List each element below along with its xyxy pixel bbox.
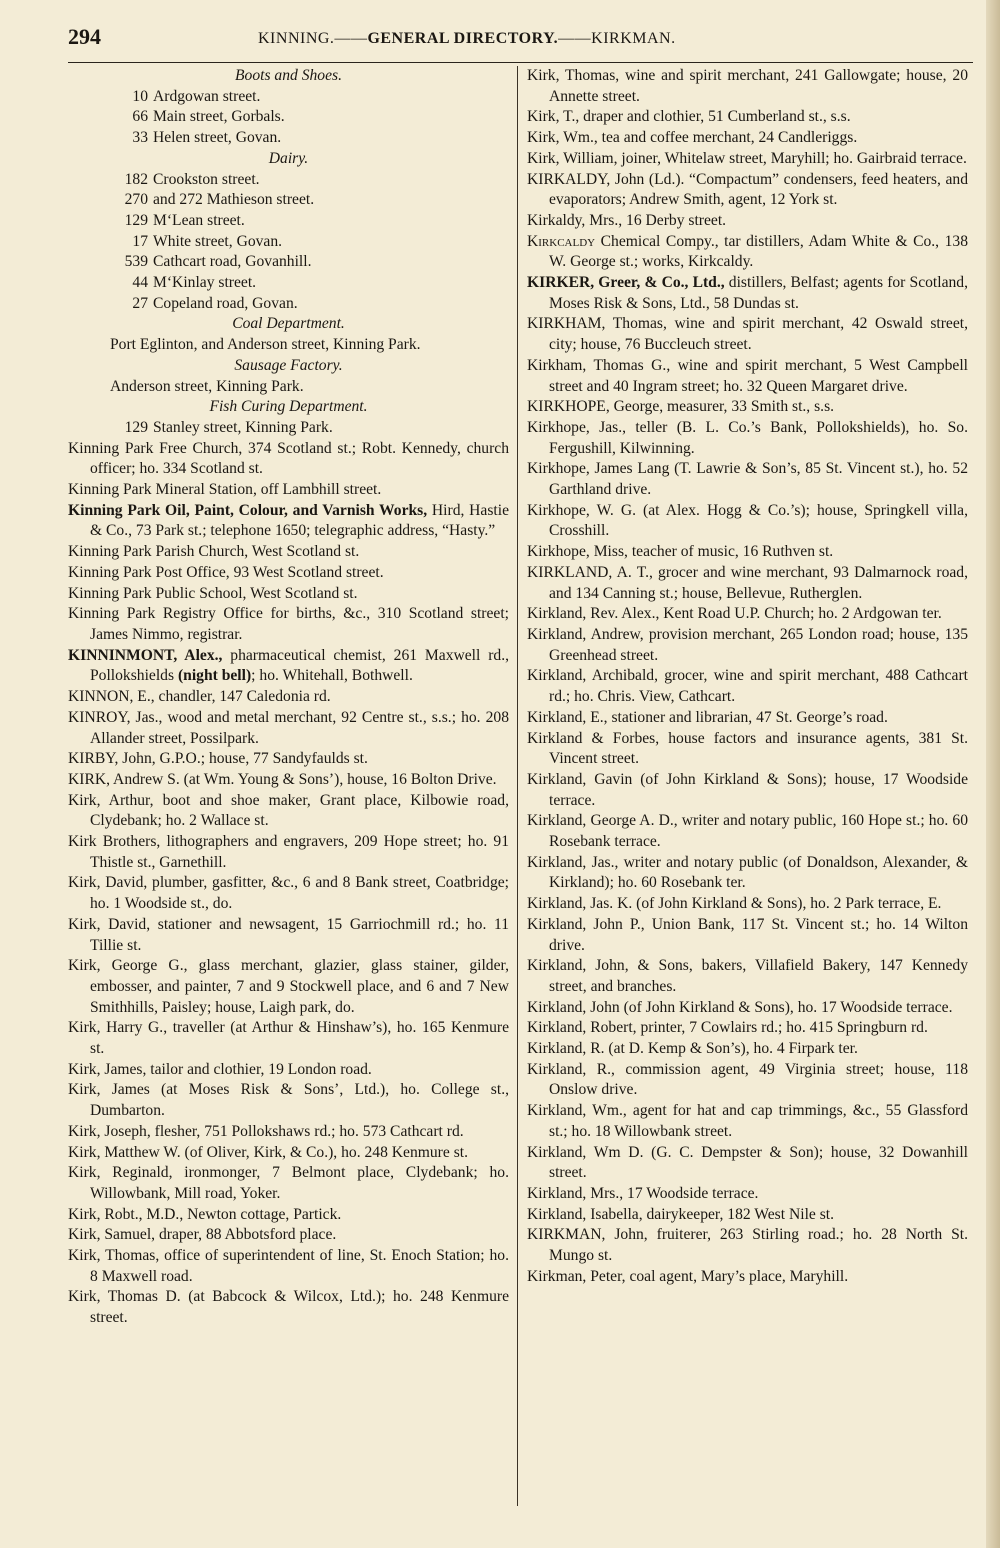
directory-entry: Kinning Park Public School, West Scotland st. xyxy=(68,584,358,602)
directory-entry: Kirkland, Jas., writer and notary public (of Donaldson, Alexander, & Kirkland); ho. 60 Rosebank ter. xyxy=(527,853,968,892)
directory-entry: Kirk, Samuel, draper, 88 Abbotsford place. xyxy=(68,1226,337,1244)
directory-entry: Kirk, James (at Moses Risk & Sons’, Ltd.), ho. College st., Dumbarton. xyxy=(68,1081,509,1120)
directory-entry: KIRBY, John, G.P.O.; house, 77 Sandyfaulds st. xyxy=(68,750,368,768)
street-number: 270 xyxy=(124,191,148,209)
running-head-center: GENERAL DIRECTORY. xyxy=(367,30,559,47)
directory-entry: Kirk, Harry G., traveller (at Arthur & Hinshaw’s), ho. 165 Kenmure st. xyxy=(68,1019,509,1058)
directory-entry: Kirk, Wm., tea and coffee merchant, 24 Candleriggs. xyxy=(527,129,858,147)
directory-entry: Kirkland, Gavin (of John Kirkland & Sons); house, 17 Woodside terrace. xyxy=(527,770,968,809)
street-name: Ardgowan street. xyxy=(153,87,261,105)
directory-entry: Kirk, Thomas, office of superintendent of line, St. Enoch Station; ho. 8 Maxwell road. xyxy=(68,1247,509,1285)
directory-entry: Kinning Park Post Office, 93 West Scotland street. xyxy=(68,563,384,581)
directory-entry: Kirk, Matthew W. (of Oliver, Kirk, & Co.), ho. 248 Kenmure st. xyxy=(68,1143,468,1161)
directory-entry xyxy=(68,646,509,687)
left-column xyxy=(68,66,509,1329)
entry-name-bold: Kinning Park Oil, Paint, Colour, and Varnish Works, xyxy=(68,501,428,519)
address-line: Anderson street, Kinning Park. xyxy=(110,377,304,395)
directory-entry: Kirkman, Peter, coal agent, Mary’s place, Maryhill. xyxy=(527,1267,849,1285)
address-line xyxy=(68,232,509,253)
street-number: 182 xyxy=(124,170,148,188)
directory-entry: KIRKHOPE, George, measurer, 33 Smith st., s.s. xyxy=(527,398,835,416)
page-number: 294 xyxy=(68,24,101,49)
directory-entry: Kirk, David, stationer and newsagent, 15 Garriochmill rd.; ho. 11 Tillie st. xyxy=(68,915,509,954)
address-line xyxy=(68,170,509,191)
directory-entry: Kirkaldy, Mrs., 16 Derby street. xyxy=(527,211,727,229)
directory-entry: Kirkland, Wm D. (G. C. Dempster & Son); house, 32 Dowanhill street. xyxy=(527,1143,968,1182)
entry-details: pharmaceutical chemist, 261 Maxwell rd., Pollokshields xyxy=(90,646,509,685)
directory-entry: Kirkhope, W. G. (at Alex. Hogg & Co.’s); house, Springkell villa, Crosshill. xyxy=(527,501,968,540)
address-line xyxy=(68,252,509,273)
running-head xyxy=(258,30,676,48)
directory-entry: KIRK, Andrew S. (at Wm. Young & Sons’), house, 16 Bolton Drive. xyxy=(68,770,497,788)
directory-entry: Kirk, James, tailor and clothier, 19 London road. xyxy=(68,1060,372,1078)
directory-entry: Kirkland, Robert, printer, 7 Cowlairs rd.; ho. 415 Springburn rd. xyxy=(527,1019,928,1037)
entry-details: distillers, Belfast; agents for Scotland, Moses Risk & Sons, Ltd., 58 Dundas st. xyxy=(549,274,968,312)
directory-entry: Kirkland, E., stationer and librarian, 47 St. George’s road. xyxy=(527,708,888,726)
street-name: Cathcart road, Govanhill. xyxy=(153,253,312,271)
entry-details: ; ho. Whitehall, Bothwell. xyxy=(251,667,413,685)
directory-entry: Kinning Park Free Church, 374 Scotland st.; Robt. Kennedy, church officer; ho. 334 Scotland st. xyxy=(68,439,509,478)
street-number: 129 xyxy=(124,211,148,229)
street-name: Crookston street. xyxy=(153,170,260,188)
street-name: Main street, Gorbals. xyxy=(153,108,285,126)
directory-entry: Kirk, Reginald, ironmonger, 7 Belmont place, Clydebank; ho. Willowbank, Mill road, Yoker. xyxy=(68,1164,509,1202)
directory-entry xyxy=(527,273,968,314)
directory-entry xyxy=(68,501,509,542)
night-bell-note: (night bell) xyxy=(177,667,252,685)
directory-entry: Kirk, Robt., M.D., Newton cottage, Partick. xyxy=(68,1205,342,1223)
directory-entry: Kirk, Thomas, wine and spirit merchant, 241 Gallowgate; house, 20 Annette street. xyxy=(527,67,968,105)
street-number: 27 xyxy=(132,294,148,312)
directory-entry: Kirkland & Forbes, house factors and insurance agents, 381 St. Vincent street. xyxy=(527,729,968,768)
directory-entry: KIRKHAM, Thomas, wine and spirit merchant, 42 Oswald street, city; house, 76 Buccleuch street. xyxy=(527,315,968,354)
directory-entry: Kinning Park Registry Office for births, &c., 310 Scotland street; James Nimmo, registrar. xyxy=(68,605,509,643)
street-name: Stanley street, Kinning Park. xyxy=(153,418,333,436)
directory-entry: Kirkland, Jas. K. (of John Kirkland & Sons), ho. 2 Park terrace, E. xyxy=(527,895,942,913)
entry-details: Chemical Compy., tar distillers, Adam White & Co., 138 W. George st.; works, Kirkcaldy. xyxy=(549,232,968,271)
section-heading: Fish Curing Department. xyxy=(209,398,368,416)
directory-entry: Kirk, David, plumber, gasfitter, &c., 6 and 8 Bank street, Coatbridge; ho. 1 Woodside st., do. xyxy=(68,874,509,913)
directory-entry: Kirkland, R., commission agent, 49 Virginia street; house, 118 Onslow drive. xyxy=(527,1060,968,1099)
street-number: 10 xyxy=(132,87,148,105)
directory-entry: KIRKMAN, John, fruiterer, 263 Stirling road.; ho. 28 North St. Mungo st. xyxy=(527,1226,968,1265)
section-heading: Boots and Shoes. xyxy=(235,67,342,84)
directory-entry: Kirkland, Archibald, grocer, wine and spirit merchant, 488 Cathcart rd.; ho. Chris. View, Cathcart. xyxy=(527,667,968,706)
street-number: 33 xyxy=(132,129,148,147)
address-line xyxy=(68,107,509,128)
directory-entry: Kirk Brothers, lithographers and engravers, 209 Hope street; ho. 91 Thistle st., Garnethill. xyxy=(68,833,509,871)
directory-entry: Kirkhope, James Lang (T. Lawrie & Son’s, 85 St. Vincent st.), ho. 52 Garthland drive. xyxy=(527,460,968,499)
directory-entry: Kinning Park Mineral Station, off Lambhill street. xyxy=(68,481,382,499)
address-line xyxy=(68,190,509,211)
street-name: White street, Govan. xyxy=(153,232,283,250)
street-name: M‘Kinlay street. xyxy=(153,274,257,292)
street-name: Helen street, Govan. xyxy=(153,129,282,147)
directory-entry: Kirkhope, Miss, teacher of music, 16 Ruthven st. xyxy=(527,543,834,561)
directory-entry: Kirkland, Mrs., 17 Woodside terrace. xyxy=(527,1184,759,1202)
section-heading: Dairy. xyxy=(268,149,309,167)
right-column xyxy=(527,66,968,1287)
entry-name-bold: KIRKER, Greer, & Co., Ltd., xyxy=(527,274,725,292)
entry-name-smallcaps: Kirkcaldy xyxy=(527,232,596,250)
directory-entry: Kirk, T., draper and clothier, 51 Cumberland st., s.s. xyxy=(527,108,851,126)
address-line xyxy=(68,418,509,439)
entry-details: Hird, Hastie & Co., 73 Park st.; telephone 1650; telegraphic address, “Hasty.” xyxy=(90,501,509,540)
directory-entry: KINROY, Jas., wood and metal merchant, 92 Centre st., s.s.; ho. 208 Allander street, Possilpark. xyxy=(68,708,509,747)
directory-entry: KIRKLAND, A. T., grocer and wine merchant, 93 Dalmarnock road, and 134 Canning st.; house, Bellevue, Rutherglen. xyxy=(527,563,968,602)
running-head-sep-2: —— xyxy=(558,30,592,47)
directory-entry: KINNON, E., chandler, 147 Caledonia rd. xyxy=(68,688,331,706)
address-line xyxy=(68,128,509,149)
entry-name-bold: KINNINMONT, Alex., xyxy=(68,646,223,664)
running-head-sep-1: —— xyxy=(334,30,368,47)
street-name: M‘Lean street. xyxy=(153,211,245,229)
address-line xyxy=(68,273,509,294)
directory-entry: Kirk, Arthur, boot and shoe maker, Grant place, Kilbowie road, Clydebank; ho. 2 Wallace st. xyxy=(68,791,509,830)
directory-entry: Kirkland, Rev. Alex., Kent Road U.P. Church; ho. 2 Ardgowan ter. xyxy=(527,605,942,623)
directory-entry: Kirkland, Wm., agent for hat and cap trimmings, &c., 55 Glassford st.; ho. 18 Willowbank street. xyxy=(527,1102,968,1140)
address-line xyxy=(68,87,509,108)
street-number: 539 xyxy=(124,253,148,271)
directory-entry xyxy=(527,232,968,273)
section-heading: Coal Department. xyxy=(232,315,345,333)
directory-entry: Kirkland, Isabella, dairykeeper, 182 West Nile st. xyxy=(527,1205,835,1223)
directory-entry: Kirkland, R. (at D. Kemp & Son’s), ho. 4 Firpark ter. xyxy=(527,1040,858,1058)
street-name: Copeland road, Govan. xyxy=(153,294,298,312)
directory-entry: Kinning Park Parish Church, West Scotland st. xyxy=(68,543,360,561)
directory-entry: Kirk, George G., glass merchant, glazier, glass stainer, gilder, embosser, and painter, 7 and 9 Stockwell place, and 6 and 7 New Smithhills, Paisley; house, Laigh park, do. xyxy=(68,957,509,1016)
running-head-right: KIRKMAN. xyxy=(591,30,676,47)
directory-entry: KIRKALDY, John (Ld.). “Compactum” condensers, feed heaters, and evaporators; Andrew Smith, agent, 12 York st. xyxy=(527,170,968,209)
street-name: and 272 Mathieson street. xyxy=(153,191,315,209)
directory-entry: Kirkland, John, & Sons, bakers, Villafield Bakery, 147 Kennedy street, and branches. xyxy=(527,957,968,995)
street-number: 129 xyxy=(124,418,148,436)
page-edge xyxy=(986,0,1000,1548)
address-line xyxy=(68,294,509,315)
street-number: 66 xyxy=(132,108,148,126)
page-header xyxy=(68,22,968,54)
directory-entry: Kirk, Thomas D. (at Babcock & Wilcox, Ltd.); ho. 248 Kenmure street. xyxy=(68,1288,509,1327)
directory-entry: Kirkland, Andrew, provision merchant, 265 London road; house, 135 Greenhead street. xyxy=(527,625,968,664)
header-rule xyxy=(68,62,973,63)
column-divider xyxy=(517,66,518,1506)
directory-entry: Kirkland, John P., Union Bank, 117 St. Vincent st.; ho. 14 Wilton drive. xyxy=(527,915,968,954)
directory-entry: Kirkhope, Jas., teller (B. L. Co.’s Bank, Pollokshields), ho. So. Fergushill, Kilwinning. xyxy=(527,418,968,457)
running-head-left: KINNING. xyxy=(258,30,335,47)
directory-entry: Kirkland, John (of John Kirkland & Sons), ho. 17 Woodside terrace. xyxy=(527,998,953,1016)
address-line xyxy=(68,211,509,232)
street-number: 44 xyxy=(132,274,148,292)
address-line: Port Eglinton, and Anderson street, Kinning Park. xyxy=(110,336,421,354)
directory-entry: Kirkland, George A. D., writer and notary public, 160 Hope st.; ho. 60 Rosebank terrace. xyxy=(527,812,968,851)
directory-entry: Kirk, Joseph, flesher, 751 Pollokshaws rd.; ho. 573 Cathcart rd. xyxy=(68,1122,464,1140)
directory-entry: Kirkham, Thomas G., wine and spirit merchant, 5 West Campbell street and 40 Ingram street; ho. 32 Queen Margaret drive. xyxy=(527,356,968,395)
directory-entry: Kirk, William, joiner, Whitelaw street, Maryhill; ho. Gairbraid terrace. xyxy=(527,149,967,167)
section-heading: Sausage Factory. xyxy=(234,356,343,374)
street-number: 17 xyxy=(132,232,148,250)
